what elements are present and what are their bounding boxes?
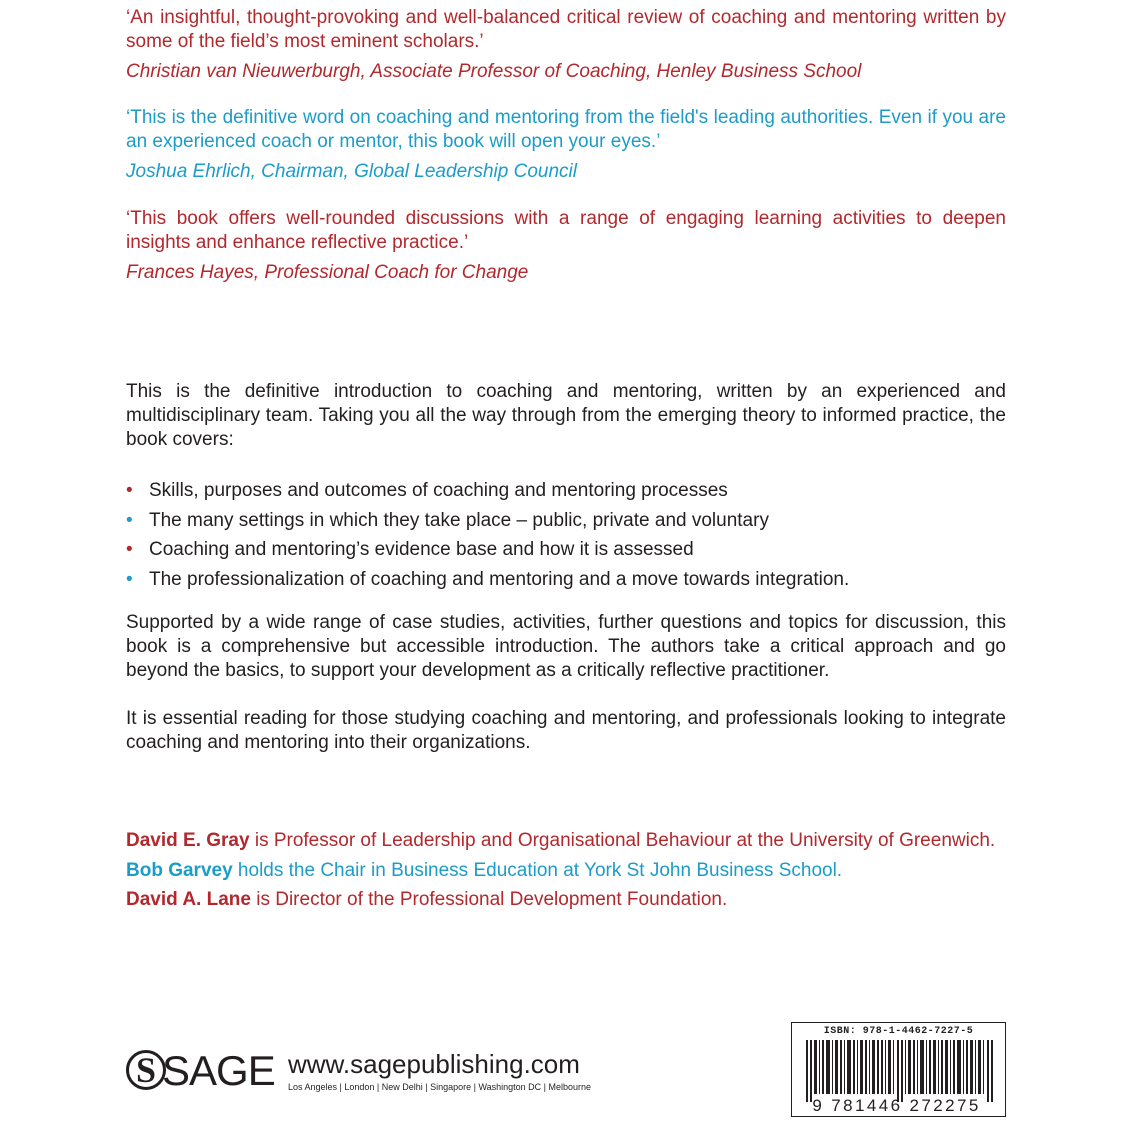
author-name: David E. Gray: [126, 830, 250, 851]
bullet-icon: •: [126, 480, 133, 501]
bullet-icon: •: [126, 568, 133, 590]
publisher-url: www.sagepublishing.com: [288, 1049, 580, 1079]
audience-paragraph: It is essential reading for those studying coaching and mentoring, and professionals looking to integrate coaching and mentoring into their organizations.: [126, 708, 1006, 753]
review-quote-3: [126, 207, 1006, 285]
isbn-barcode: [791, 1022, 1006, 1117]
quote-text: ‘This book offers well-rounded discussions with a range of engaging learning activities to deepen insights and enhance reflective practice.’: [126, 208, 1006, 253]
author-name: David A. Lane: [126, 889, 251, 910]
publisher-name: SAGE: [162, 1047, 275, 1094]
publisher-logo: [126, 1047, 596, 1098]
feature-text: The professionalization of coaching and mentoring and a move towards integration.: [149, 568, 850, 590]
feature-text: Coaching and mentoring’s evidence base and how it is assessed: [149, 539, 694, 560]
feature-text: Skills, purposes and outcomes of coaching and mentoring processes: [149, 480, 728, 501]
feature-text: The many settings in which they take place – public, private and voluntary: [149, 509, 769, 531]
feature-item: [126, 506, 1006, 536]
author-description: is Director of the Professional Development Foundation.: [250, 889, 728, 910]
review-quote-2: [126, 106, 1006, 184]
author-bios: [126, 826, 1016, 915]
author-bio: [126, 826, 1016, 856]
quote-text: ‘This is the definitive word on coaching and mentoring from the field's leading authorities. Even if you are an experienced coach or mentor, this book will open your eyes.’: [126, 107, 1006, 152]
quote-attribution: Frances Hayes, Professional Coach for Change: [126, 262, 529, 283]
author-description: holds the Chair in Business Education at York St John Business School.: [232, 859, 843, 881]
author-name: Bob Garvey: [126, 859, 233, 881]
quote-attribution: Christian van Nieuwerburgh, Associate Professor of Coaching, Henley Business School: [126, 61, 862, 82]
publisher-cities: Los Angeles | London | New Delhi | Singapore | Washington DC | Melbourne: [288, 1082, 592, 1092]
author-bio: [126, 856, 1016, 886]
feature-list: [126, 476, 1006, 594]
sage-logo-icon: S: [126, 1050, 166, 1090]
bullet-icon: •: [126, 509, 133, 531]
description-paragraph: Supported by a wide range of case studies, activities, further questions and topics for discussion, this book is a comprehensive but accessible introduction. The authors take a critical approach and go beyond the basics, to support your development as a critically reflective practitioner.: [126, 612, 1006, 681]
bullet-icon: •: [126, 539, 133, 560]
quote-attribution: Joshua Ehrlich, Chairman, Global Leadership Council: [126, 161, 577, 182]
quote-text: ‘An insightful, thought-provoking and well-balanced critical review of coaching and mentoring written by some of the field’s most eminent scholars.’: [126, 7, 1006, 52]
feature-item: [126, 535, 1006, 565]
feature-item: [126, 476, 1006, 506]
author-bio: [126, 885, 1016, 915]
review-quote-1: [126, 6, 1006, 84]
isbn-label: ISBN: 978-1-4462-7227-5: [823, 1026, 974, 1037]
author-description: is Professor of Leadership and Organisational Behaviour at the University of Greenwich.: [249, 830, 996, 851]
feature-item: [126, 565, 1006, 595]
barcode-icon: [806, 1040, 993, 1102]
barcode-digits: 9 781446 272275: [812, 1096, 981, 1115]
intro-paragraph: This is the definitive introduction to coaching and mentoring, written by an experienced and multidisciplinary team. Taking you all the way through from the emerging theory to informed practice, the book covers:: [126, 381, 1006, 450]
